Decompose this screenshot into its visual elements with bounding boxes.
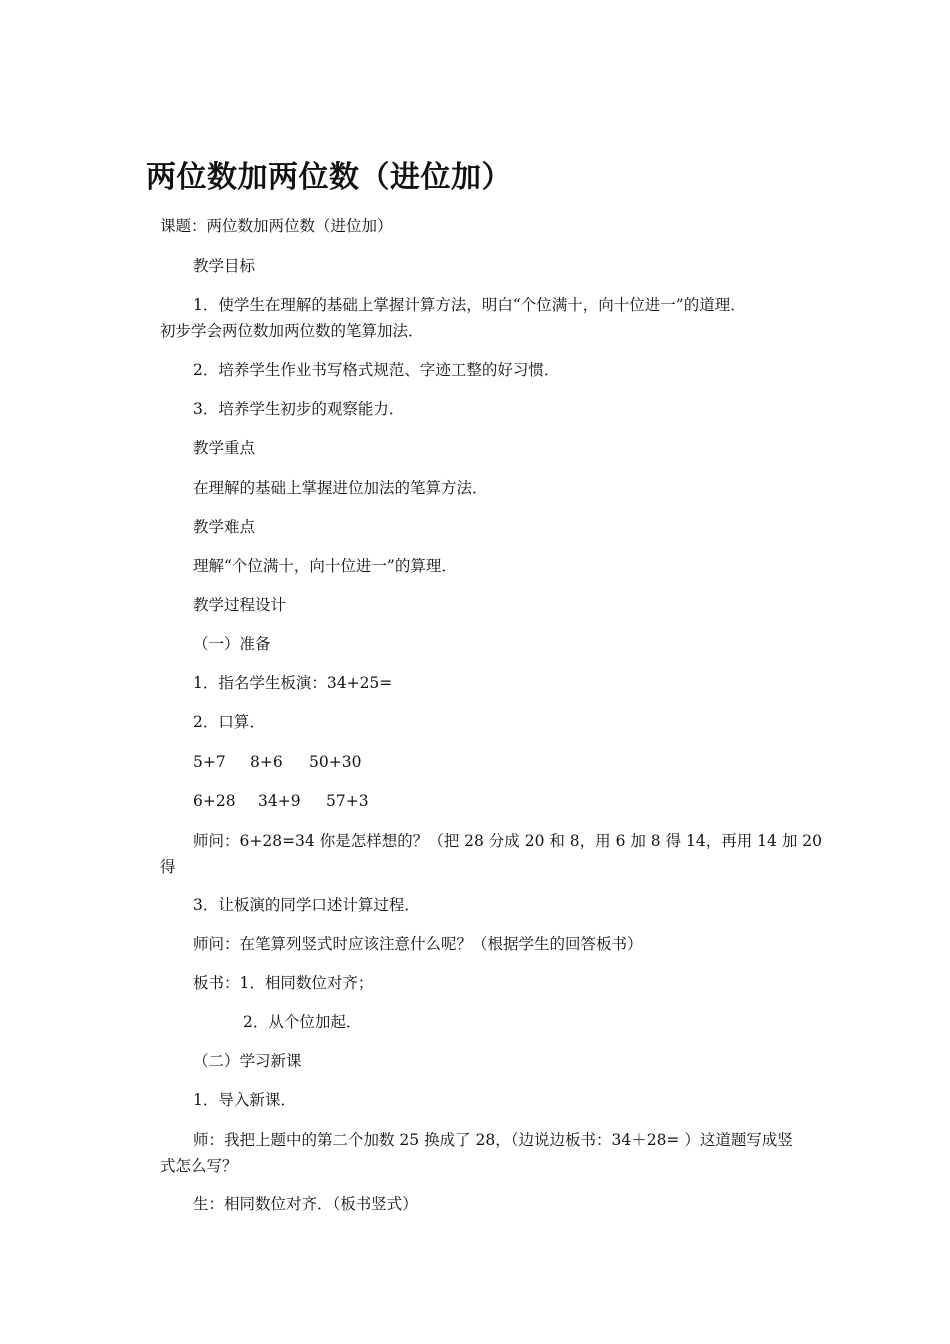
student-answer: 生：相同数位对齐．（板书竖式）: [193, 1195, 418, 1213]
teacher-question-3-line-1: 师：我把上题中的第二个加数 25 换成了 28，（边说边板书：34＋28= ）这道题写成竖: [193, 1131, 793, 1149]
process-heading: 教学过程设计: [193, 596, 287, 614]
calc-item: 50+30: [309, 753, 362, 771]
difficulty-heading: 教学难点: [193, 518, 256, 536]
new-lesson-step-1: 1．导入新课．: [193, 1091, 296, 1109]
difficulty-text: 理解“个位满十，向十位进一”的算理．: [193, 557, 457, 575]
goal-2: 2．培养学生作业书写格式规范、字迹工整的好习惯．: [193, 361, 560, 379]
key-heading: 教学重点: [193, 439, 256, 457]
calc-item: 6+28: [193, 792, 236, 810]
part-1-heading: （一）准备: [193, 635, 271, 653]
calc-item: 57+3: [326, 792, 369, 810]
step-3: 3．让板演的同学口述计算过程．: [193, 896, 420, 914]
calc-item: 5+7: [193, 753, 226, 771]
goal-1-paragraph: [160, 292, 800, 344]
page-title: 两位数加两位数（进位加）: [146, 160, 512, 195]
calc-row-1: [193, 752, 361, 772]
step-2: 2．口算．: [193, 713, 265, 731]
board-note-1: 板书：1．相同数位对齐；: [193, 974, 374, 992]
calc-item: 8+6: [250, 753, 283, 771]
teacher-question-1: [160, 828, 822, 880]
part-2-heading: （二）学习新课: [193, 1052, 302, 1070]
goal-1-line-2: 初步学会两位数加两位数的笔算加法．: [160, 322, 424, 340]
teacher-question-1-line-2: 得: [160, 858, 176, 876]
goal-1-line-1: 1．使学生在理解的基础上掌握计算方法，明白“个位满十，向十位进一”的道理．: [193, 296, 746, 314]
teacher-question-2: 师问：在笔算列竖式时应该注意什么呢？（根据学生的回答板书）: [193, 935, 643, 953]
teacher-question-3-line-2: 式怎么写？: [160, 1157, 238, 1175]
teacher-question-3: [160, 1127, 800, 1179]
goals-heading: 教学目标: [193, 257, 256, 275]
key-text: 在理解的基础上掌握进位加法的笔算方法．: [193, 479, 488, 497]
goal-3: 3．培养学生初步的观察能力．: [193, 400, 405, 418]
topic-line: 课题：两位数加两位数（进位加）: [160, 217, 393, 235]
board-note-2: 2．从个位加起．: [243, 1013, 362, 1031]
teacher-question-1-line-1: 师问：6+28=34 你是怎样想的？（把 28 分成 20 和 8，用 6 加 8 得 14，再用 14 加 20: [193, 832, 822, 850]
step-1: 1．指名学生板演：34+25=: [193, 674, 393, 692]
calc-row-2: [193, 791, 369, 811]
calc-item: 34+9: [258, 792, 301, 810]
